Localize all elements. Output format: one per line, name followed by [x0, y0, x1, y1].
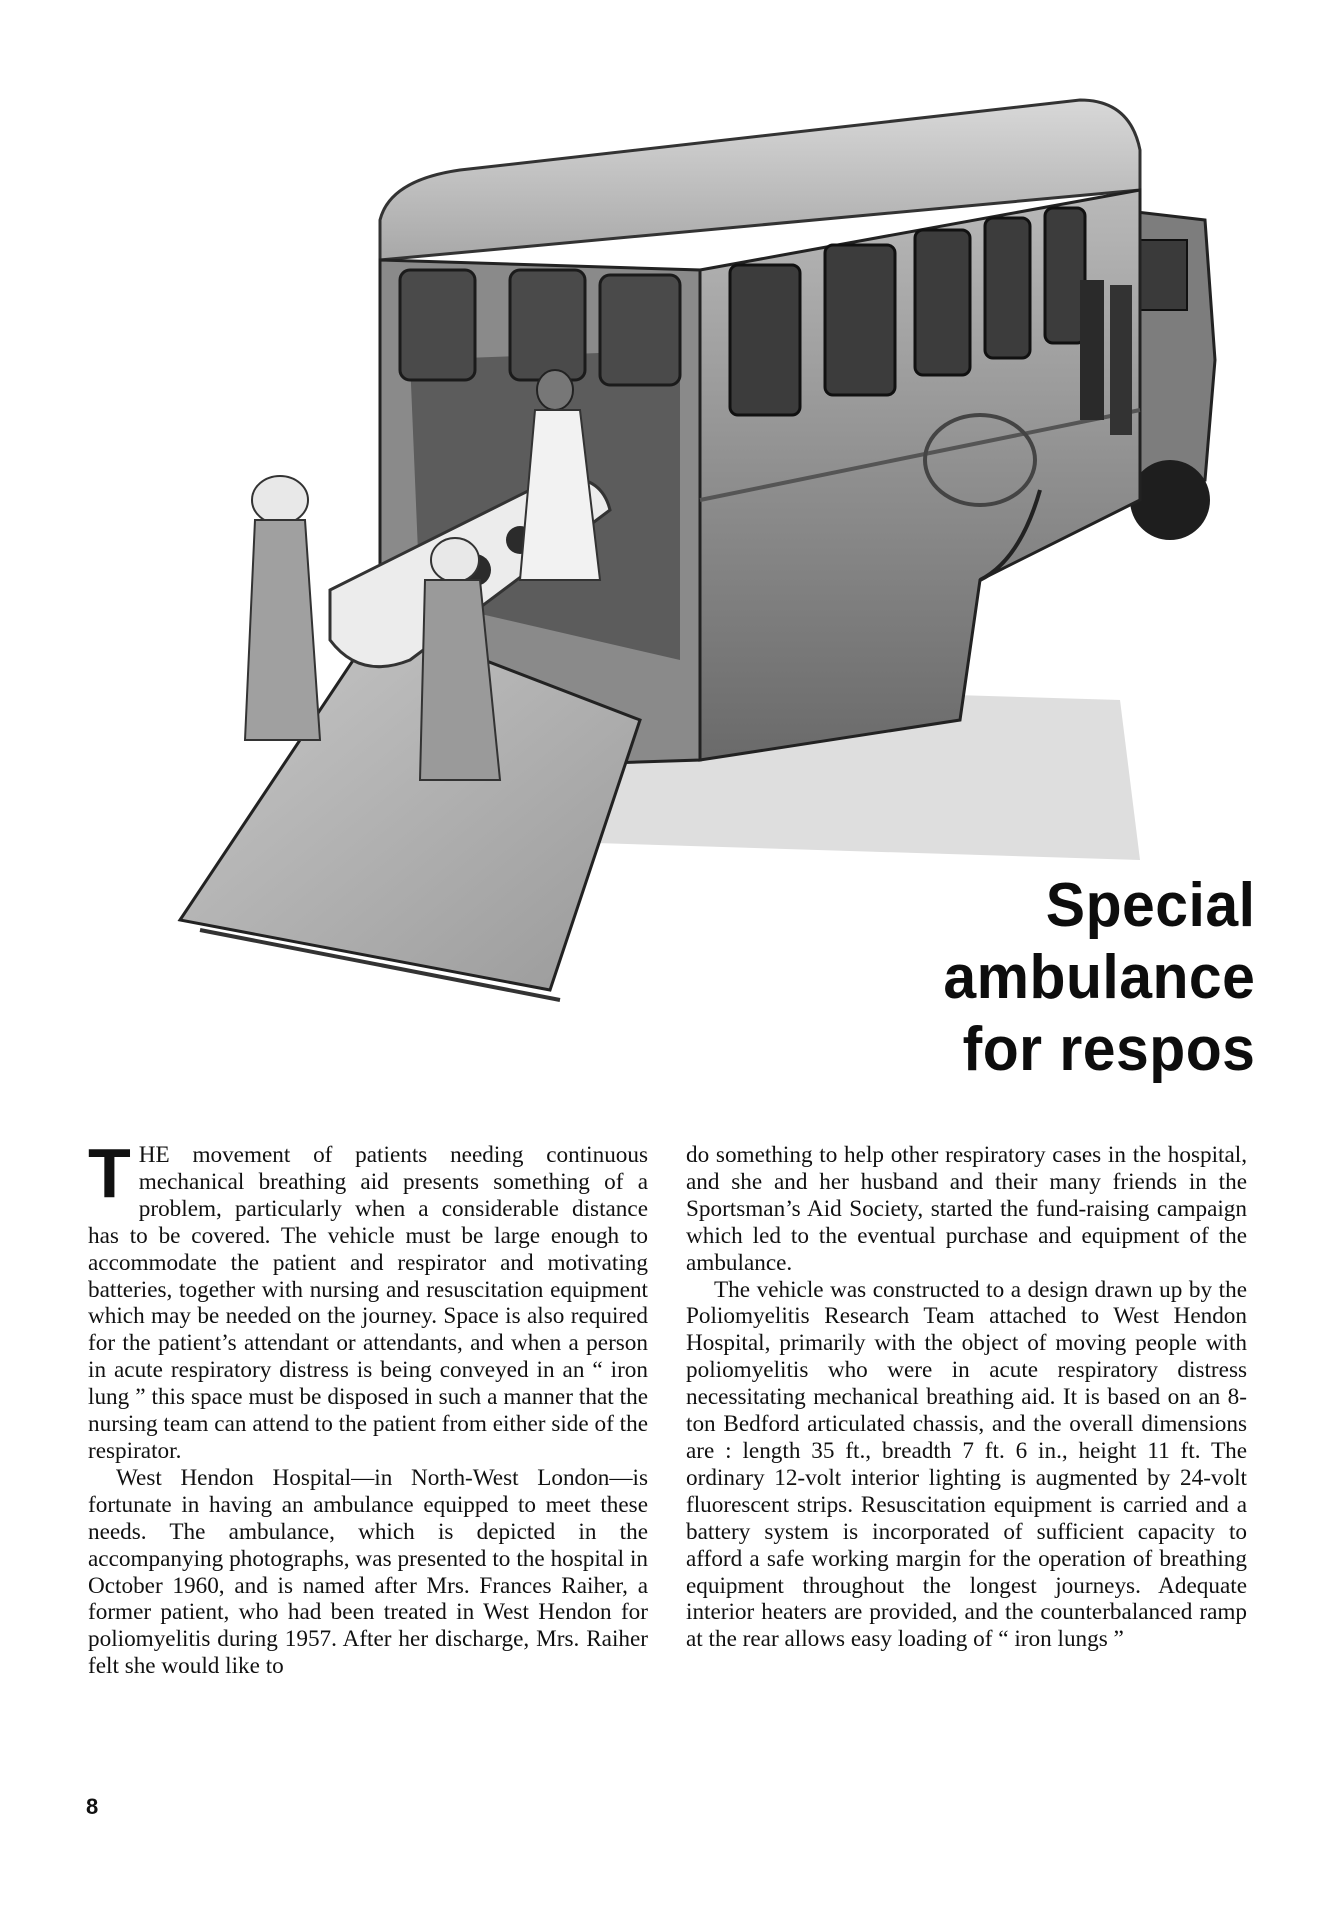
- paragraph: do something to help other respiratory cases in the hospital, and she and her husband and their many friends in the Sportsman’s Aid Society, started the fund-raising campaign which led to the eventual purchase and equipment of the ambulance.: [686, 1142, 1247, 1276]
- headline-line-3: for respos: [962, 1015, 1255, 1084]
- right-column: [686, 1142, 1247, 1653]
- headline-line-2: ambulance: [943, 943, 1255, 1012]
- paragraph: The vehicle was constructed to a design drawn up by the Poliomyelitis Research Team attached to West Hendon Hospital, primarily with the object of moving people with poliomyelitis who were in acute respiratory distress necessitating mechanical breathing aid. It is based on an 8-ton Bedford articulated chassis, and the overall dimensions are : length 35 ft., breadth 7 ft. 6 in., height 11 ft. The ordinary 12-volt interior lighting is augmented by 24-volt fluorescent strips. Resuscitation equipment is carried and a battery system is incorporated of sufficient capacity to afford a safe working margin for the operation of breathing equipment throughout the longest journeys. Adequate interior heaters are provided, and the counterbalanced ramp at the rear allows easy loading of “ iron lungs ”: [686, 1276, 1247, 1653]
- drop-cap: T: [88, 1134, 131, 1212]
- paragraph: [88, 1134, 648, 1465]
- headline-line-1: Special: [1045, 871, 1255, 940]
- page-number: 8: [86, 1794, 99, 1819]
- headline: [927, 870, 1255, 1086]
- paragraph-text: HE movement of patients needing continuous mechanical breathing aid presents something of a problem, particularly when a considerable distance has to be covered. The vehicle must be large enough to accommodate the patient and respirator and motivating batteries, together with nursing and resuscitation equipment which may be needed on the journey. Space is also required for the patient’s attendant or attendants, and when a person in acute respiratory distress is being conveyed in an “ iron lung ” this space must be disposed in such a manner that the nursing team can attend to the patient from either side of the respirator.: [88, 1142, 648, 1464]
- left-column: [88, 1134, 648, 1680]
- paragraph: West Hendon Hospital—in North-West London—is fortunate in having an ambulance equipped to meet these needs. The ambulance, which is depicted in the accompanying photographs, was presented to the hospital in October 1960, and is named after Mrs. Frances Raiher, a former patient, who had been treated in West Hendon for poliomyelitis during 1957. After her discharge, Mrs. Raiher felt she would like to: [88, 1464, 648, 1680]
